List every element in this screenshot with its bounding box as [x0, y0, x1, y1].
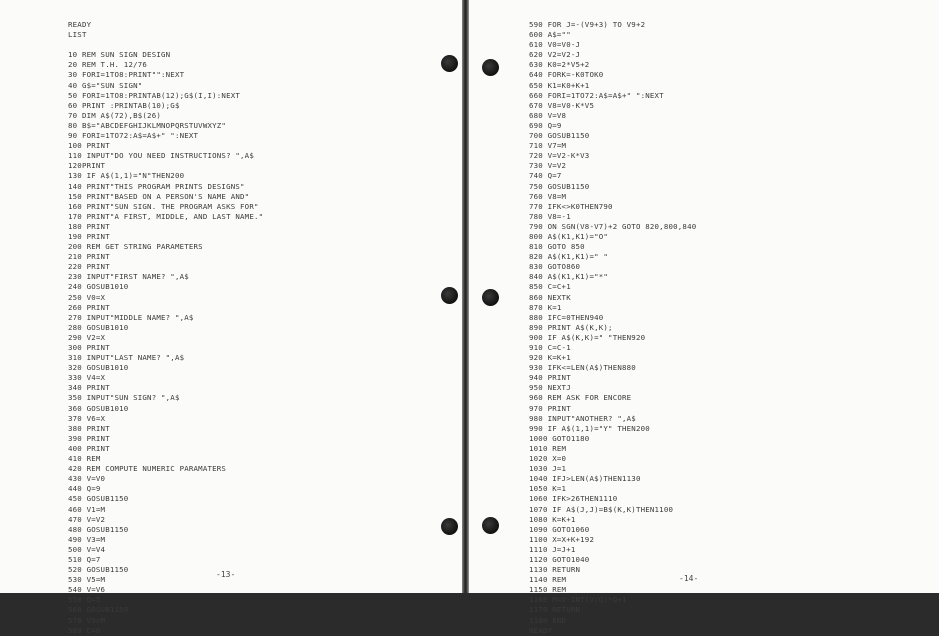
code-line: 800 A$(K1,K1)="O" — [529, 231, 609, 241]
code-line: 1140 REM — [529, 575, 567, 585]
code-line: 810 GOTO 850 — [529, 242, 585, 252]
program-listing-right — [529, 20, 699, 636]
code-line: 1100 X=X+K+192 — [529, 534, 595, 544]
code-line: 670 V8=V0-K*V5 — [529, 100, 595, 110]
code-line: 940 PRINT — [529, 373, 571, 383]
code-line: 770 IFK<>K0THEN790 — [529, 201, 613, 211]
page-number: -13- — [216, 570, 236, 579]
code-line: 1020 X=0 — [529, 454, 567, 464]
code-line: 840 A$(K1,K1)="*" — [529, 272, 609, 282]
code-line: 50 FORI=1TO8:PRINTAB(12);G$(I,I):NEXT — [68, 90, 241, 100]
code-line: 920 K=K+1 — [529, 353, 571, 363]
code-line: 440 Q=9 — [68, 484, 101, 494]
code-line: 600 A$="" — [529, 30, 571, 40]
right-page — [469, 0, 939, 635]
code-line: 690 Q=9 — [529, 120, 562, 130]
code-line: 1180 END — [529, 615, 567, 625]
code-line: 280 GOSUB1010 — [68, 322, 129, 332]
code-line: 560 GOSUB1150 — [68, 605, 129, 615]
code-line: 750 GOSUB1150 — [529, 181, 590, 191]
code-line: 10 REM SUN SIGN DESIGN — [68, 50, 171, 60]
code-line: 110 INPUT"DO YOU NEED INSTRUCTIONS? ",A$ — [68, 151, 254, 161]
code-line: 850 C=C+1 — [529, 282, 571, 292]
code-line: 900 IF A$(K,K)=" "THEN920 — [529, 332, 646, 342]
code-line: 160 PRINT"SUN SIGN. THE PROGRAM ASKS FOR" — [68, 201, 259, 211]
code-line — [68, 40, 263, 50]
code-line: 100 PRINT — [68, 141, 110, 151]
binder-hole — [441, 287, 458, 304]
code-line: 780 V8=-1 — [529, 211, 571, 221]
code-line: 730 V=V2 — [529, 161, 567, 171]
code-line: 320 GOSUB1010 — [68, 363, 129, 373]
code-line: 90 FORI=1TO72:A$=A$+" ":NEXT — [68, 131, 199, 141]
code-line: 240 GOSUB1010 — [68, 282, 129, 292]
code-line: 140 PRINT"THIS PROGRAM PRINTS DESIGNS" — [68, 181, 245, 191]
code-line: 760 V8=M — [529, 191, 567, 201]
code-line: 400 PRINT — [68, 443, 110, 453]
code-line: 460 V1=M — [68, 504, 106, 514]
program-listing-left — [68, 20, 263, 636]
code-line: 1120 GOTO1040 — [529, 554, 590, 564]
code-line: 580 C=0 — [68, 625, 101, 635]
code-line: 410 REM — [68, 454, 101, 464]
code-line: 370 V6=X — [68, 413, 106, 423]
code-line: 260 PRINT — [68, 302, 110, 312]
code-line: 1170 RETURN — [529, 605, 581, 615]
code-line: 60 PRINT :PRINTAB(10);G$ — [68, 100, 180, 110]
code-line: 1160 M=V-INT(V/Q)*Q+1 — [529, 595, 627, 605]
code-line: 230 INPUT"FIRST NAME? ",A$ — [68, 272, 189, 282]
binder-hole — [441, 55, 458, 72]
code-line: 430 V=V0 — [68, 474, 106, 484]
code-line: 660 FORI=1TO72:A$=A$+" ":NEXT — [529, 90, 664, 100]
code-line: 270 INPUT"MIDDLE NAME? ",A$ — [68, 312, 194, 322]
binder-hole — [482, 289, 499, 306]
binder-hole — [482, 517, 499, 534]
code-line: 540 V=V6 — [68, 585, 106, 595]
page-gutter — [462, 0, 469, 593]
code-line: 520 GOSUB1150 — [68, 565, 129, 575]
code-line: 860 NEXTK — [529, 292, 571, 302]
code-line: 880 IFC=0THEN940 — [529, 312, 604, 322]
code-line: 790 ON SGN(V8-V7)+2 GOTO 820,800,840 — [529, 221, 697, 231]
code-line: 450 GOSUB1150 — [68, 494, 129, 504]
code-line: 80 B$="ABCDEFGHIJKLMNOPQRSTUVWXYZ" — [68, 120, 227, 130]
code-line: 550 Q=5 — [68, 595, 101, 605]
code-line: 1130 RETURN — [529, 565, 581, 575]
code-line: 510 Q=7 — [68, 554, 101, 564]
code-line: 620 V2=V2-J — [529, 50, 581, 60]
code-line: 610 V0=V0-J — [529, 40, 581, 50]
code-line: 970 PRINT — [529, 403, 571, 413]
code-line: 70 DIM A$(72),B$(26) — [68, 110, 161, 120]
code-line: 210 PRINT — [68, 252, 110, 262]
code-line: 420 REM COMPUTE NUMERIC PARAMATERS — [68, 464, 227, 474]
code-line: 40 G$="SUN SIGN" — [68, 80, 143, 90]
code-line: 720 V=V2-K*V3 — [529, 151, 590, 161]
code-line: 190 PRINT — [68, 231, 110, 241]
code-line: 330 V4=X — [68, 373, 106, 383]
code-line: 570 V9=M — [68, 615, 106, 625]
code-line: 360 GOSUB1010 — [68, 403, 129, 413]
code-line: 500 V=V4 — [68, 544, 106, 554]
code-line: 250 V0=X — [68, 292, 106, 302]
code-line: 300 PRINT — [68, 343, 110, 352]
code-line: 390 PRINT — [68, 433, 110, 443]
binder-hole — [441, 518, 458, 535]
left-page — [0, 0, 462, 635]
code-line: 490 V3=M — [68, 534, 106, 544]
code-line: 340 PRINT — [68, 383, 110, 393]
code-line: 930 IFK<=LEN(A$)THEN880 — [529, 363, 636, 373]
code-line: 380 PRINT — [68, 423, 110, 433]
binder-hole — [482, 59, 499, 76]
code-line: 130 IF A$(1,1)="N"THEN200 — [68, 171, 185, 181]
code-line: LIST — [68, 30, 87, 40]
code-line: 1150 REM — [529, 585, 567, 595]
code-line: 150 PRINT"BASED ON A PERSON'S NAME AND" — [68, 191, 250, 201]
code-line: 1000 GOTO1180 — [529, 433, 590, 443]
code-line: 960 REM ASK FOR ENCORE — [529, 393, 632, 403]
code-line: 200 REM GET STRING PARAMETERS — [68, 242, 203, 252]
code-line: 1030 J=1 — [529, 464, 567, 474]
code-line: 480 GOSUB1150 — [68, 524, 129, 534]
code-line: 630 K0=2*V5+2 — [529, 60, 590, 70]
code-line: 220 PRINT — [68, 262, 110, 272]
code-line: 170 PRINT"A FIRST, MIDDLE, AND LAST NAME." — [68, 211, 264, 221]
code-line: 1040 IFJ>LEN(A$)THEN1130 — [529, 474, 641, 484]
code-line: 650 K1=K0+K+1 — [529, 80, 590, 90]
code-line: 870 K=1 — [529, 302, 562, 312]
code-line: 740 Q=7 — [529, 171, 562, 181]
code-line: 530 V5=M — [68, 575, 106, 585]
code-line: 990 IF A$(1,1)="Y" THEN200 — [529, 423, 650, 433]
code-line: 910 C=C-1 — [529, 343, 571, 352]
code-line: 290 V2=X — [68, 332, 106, 342]
code-line: 680 V=V8 — [529, 110, 567, 120]
code-line: 710 V7=M — [529, 141, 567, 151]
page-number: -14- — [679, 574, 699, 583]
code-line: 890 PRINT A$(K,K); — [529, 322, 613, 332]
code-line: 1060 IFK>26THEN1110 — [529, 494, 618, 504]
code-line: 820 A$(K1,K1)=" " — [529, 252, 609, 262]
code-line: 1010 REM — [529, 443, 567, 453]
code-line: 310 INPUT"LAST NAME? ",A$ — [68, 353, 185, 363]
code-line: 1050 K=1 — [529, 484, 567, 494]
code-line: 830 GOTO860 — [529, 262, 581, 272]
code-line: 980 INPUT"ANOTHER? ",A$ — [529, 413, 636, 423]
code-line: READY — [68, 20, 92, 29]
code-line: 590 FOR J=-(V9+3) TO V9+2 — [529, 20, 646, 29]
code-line: 700 GOSUB1150 — [529, 131, 590, 141]
code-line: 1080 K=K+1 — [529, 514, 576, 524]
code-line: 30 FORI=1TO8:PRINT"":NEXT — [68, 70, 185, 80]
code-line: 20 REM T.H. 12/76 — [68, 60, 148, 70]
code-line: 180 PRINT — [68, 221, 110, 231]
code-line: READY — [529, 625, 553, 635]
code-line: 120PRINT — [68, 161, 106, 171]
code-line: 1090 GOTO1060 — [529, 524, 590, 534]
code-line: 1110 J=J+1 — [529, 544, 576, 554]
code-line: 470 V=V2 — [68, 514, 106, 524]
code-line: 1070 IF A$(J,J)=B$(K,K)THEN1100 — [529, 504, 674, 514]
code-line: 950 NEXTJ — [529, 383, 571, 393]
code-line: 350 INPUT"SUN SIGN? ",A$ — [68, 393, 180, 403]
code-line: 640 FORK=-K0TOK0 — [529, 70, 604, 80]
